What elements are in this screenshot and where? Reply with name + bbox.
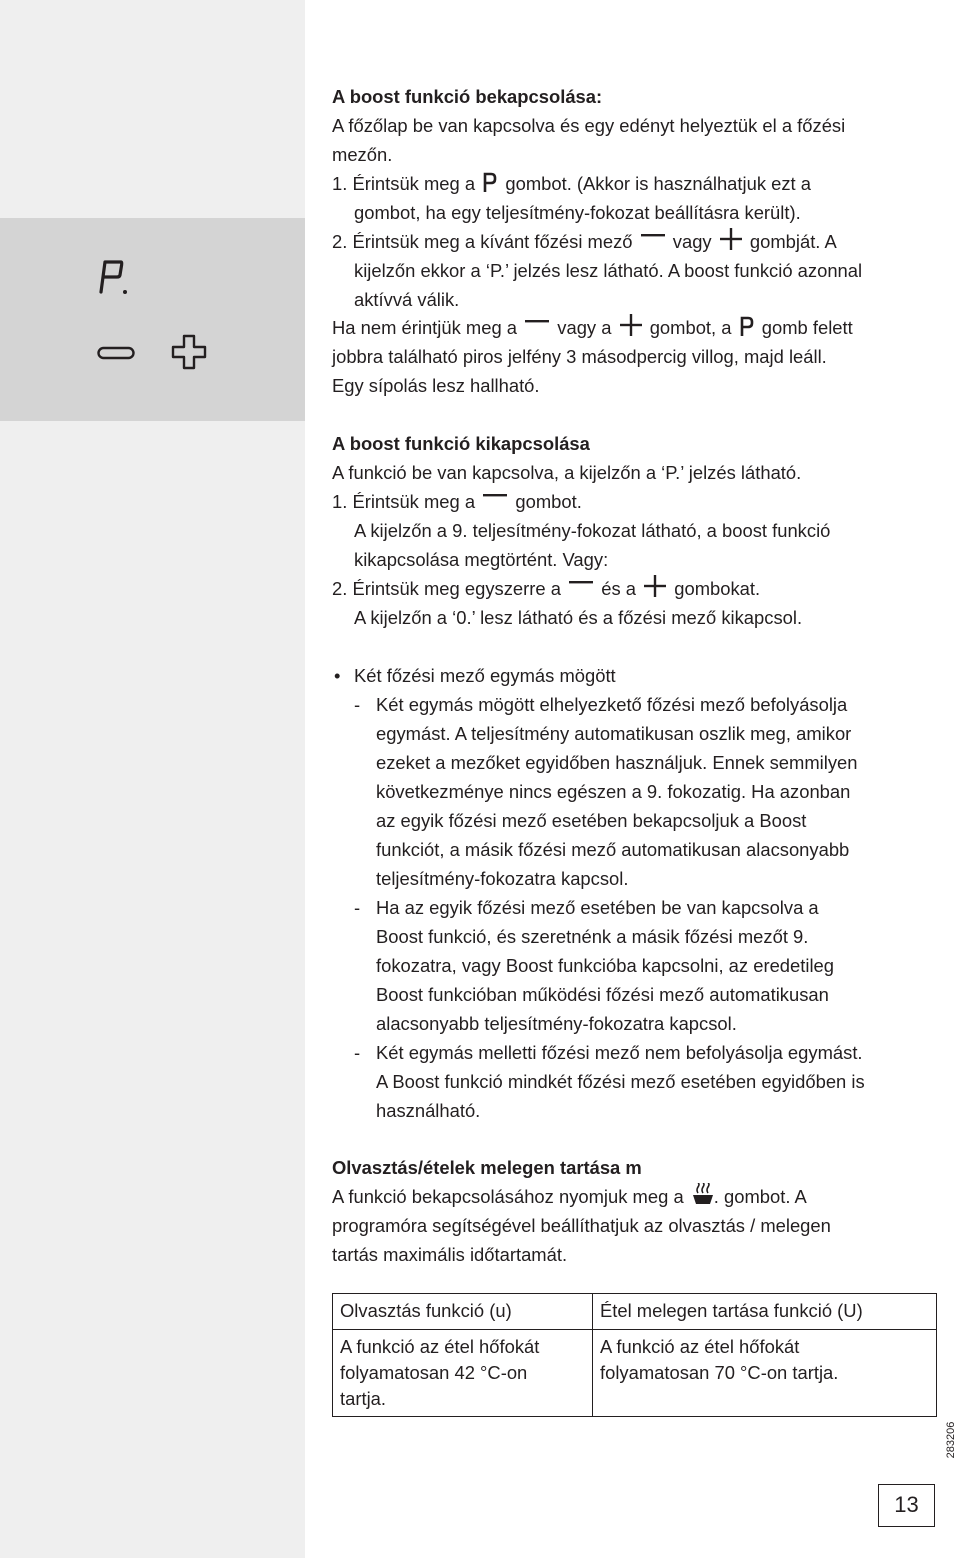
boost-on-line-part: vagy a bbox=[557, 317, 612, 338]
document-code-text: 283206 bbox=[945, 1421, 957, 1459]
boost-on-line-part: 1. Érintsük meg a bbox=[332, 173, 476, 194]
boost-off-line: kikapcsolása megtörtént. Vagy: bbox=[354, 549, 609, 570]
boost-off-line-part: és a bbox=[601, 578, 636, 599]
table-header-row bbox=[333, 1294, 937, 1330]
boost-on-note bbox=[332, 313, 853, 342]
plus-icon bbox=[644, 575, 666, 597]
boost-on-line: kijelzőn ekkor a ‘P.’ jelzés lesz látható. A boost funkció azonnal bbox=[354, 260, 863, 281]
minus-icon bbox=[483, 490, 507, 502]
minus-icon bbox=[569, 577, 593, 589]
boost-off-line-part: 2. Érintsük meg egyszerre a bbox=[332, 578, 561, 599]
table-cell-line: folyamatosan 42 °C-on bbox=[340, 1362, 528, 1383]
boost-off-line-part: 1. Érintsük meg a bbox=[332, 491, 476, 512]
defrost-line: programóra segítségével beállíthatjuk az olvasztás / melegen bbox=[332, 1215, 831, 1236]
defrost-title: Olvasztás/ételek melegen tartása m bbox=[332, 1157, 642, 1178]
table-cell bbox=[593, 1330, 937, 1417]
boost-off-line: A kijelzőn a ‘0.’ lesz látható és a főzési mező kikapcsol. bbox=[354, 607, 803, 628]
boost-on-line-part: vagy bbox=[672, 231, 712, 252]
panel-minus-icon bbox=[97, 346, 135, 360]
table-cell-line: A funkció az étel hőfokát bbox=[600, 1336, 800, 1357]
boost-display-p-icon bbox=[96, 256, 130, 298]
zones-item-1-line: ezeket a mezőket egyidőben használjuk. Ennek semmilyen bbox=[376, 752, 858, 773]
zones-item-1-line: Két egymás mögött elhelyezkető főzési mező befolyásolja bbox=[376, 694, 848, 715]
boost-on-line: Egy sípolás lesz hallható. bbox=[332, 375, 540, 396]
p-button-icon bbox=[740, 316, 754, 336]
table-cell-line: tartja. bbox=[340, 1388, 386, 1409]
plus-icon bbox=[720, 228, 742, 250]
boost-on-title: A boost funkció bekapcsolása: bbox=[332, 86, 603, 107]
boost-on-line-part: Ha nem érintjük meg a bbox=[332, 317, 518, 338]
boost-on-line: gombot, ha egy teljesítmény-fokozat beállításra került). bbox=[354, 202, 801, 223]
boost-on-line-part: gombját. A bbox=[749, 231, 837, 252]
list-dash: - bbox=[354, 694, 361, 715]
boost-off-step-2 bbox=[332, 574, 760, 603]
plus-icon bbox=[620, 314, 642, 336]
boost-off-line: A kijelzőn a 9. teljesítmény-fokozat látható, a boost funkció bbox=[354, 520, 831, 541]
function-table bbox=[332, 1293, 937, 1417]
boost-on-line-part: gombot. (Akkor is használhatjuk ezt a bbox=[505, 173, 811, 194]
zones-item-1-line: teljesítmény-fokozatra kapcsol. bbox=[376, 868, 629, 889]
boost-off-line-part: gombot. bbox=[515, 491, 582, 512]
boost-off-step-1 bbox=[332, 487, 582, 516]
minus-icon bbox=[641, 230, 665, 242]
boost-on-line-part: gombot, a bbox=[649, 317, 732, 338]
keep-warm-icon bbox=[692, 1183, 714, 1205]
boost-off-line-part: gombokat. bbox=[674, 578, 761, 599]
zones-item-3-line: Két egymás melletti főzési mező nem befolyásolja egymást. bbox=[376, 1042, 863, 1063]
minus-icon bbox=[525, 316, 549, 328]
zones-item-1-line: egymást. A teljesítmény automatikusan oszlik meg, amikor bbox=[376, 723, 852, 744]
boost-on-line-part: 2. Érintsük meg a kívánt főzési mező bbox=[332, 231, 633, 252]
list-dash: - bbox=[354, 1042, 361, 1063]
defrost-line-1 bbox=[332, 1182, 807, 1211]
defrost-line-part: . gombot. A bbox=[713, 1186, 807, 1207]
boost-on-line: A főzőlap be van kapcsolva és egy edényt helyeztük el a főzési bbox=[332, 115, 846, 136]
table-header-cell: Étel melegen tartása funkció (U) bbox=[593, 1294, 937, 1330]
boost-on-line-part: gomb felett bbox=[761, 317, 853, 338]
document-code bbox=[934, 1418, 960, 1462]
zones-title: Két főzési mező egymás mögött bbox=[354, 665, 616, 686]
zones-item-2-line: fokozatra, vagy Boost funkcióba kapcsolni, az eredetileg bbox=[376, 955, 834, 976]
boost-off-line: A funkció be van kapcsolva, a kijelzőn a ‘P.’ jelzés látható. bbox=[332, 462, 802, 483]
table-cell-line: folyamatosan 70 °C-on tartja. bbox=[600, 1362, 839, 1383]
boost-on-line: aktívvá válik. bbox=[354, 289, 460, 310]
boost-off-title: A boost funkció kikapcsolása bbox=[332, 433, 590, 454]
p-button-icon bbox=[483, 172, 497, 192]
boost-on-line: mezőn. bbox=[332, 144, 393, 165]
defrost-line: tartás maximális időtartamát. bbox=[332, 1244, 568, 1265]
table-header-cell: Olvasztás funkció (u) bbox=[333, 1294, 593, 1330]
zones-item-3-line: A Boost funkció mindkét főzési mező esetében egyidőben is bbox=[376, 1071, 865, 1092]
bullet: • bbox=[334, 665, 341, 686]
boost-on-step-1 bbox=[332, 169, 811, 198]
control-panel-illustration bbox=[0, 218, 305, 421]
zones-item-2-line: Boost funkció, és szeretnénk a másik főzési mezőt 9. bbox=[376, 926, 809, 947]
boost-on-line: jobbra található piros jelfény 3 másodpercig villog, majd leáll. bbox=[332, 346, 827, 367]
panel-plus-icon bbox=[170, 333, 208, 371]
table-cell bbox=[333, 1330, 593, 1417]
boost-on-step-2 bbox=[332, 227, 837, 256]
page-number: 13 bbox=[878, 1484, 935, 1527]
zones-item-3-line: használható. bbox=[376, 1100, 481, 1121]
zones-item-2-line: alacsonyabb teljesítmény-fokozatra kapcsol. bbox=[376, 1013, 737, 1034]
zones-item-1-line: funkciót, a másik főzési mező automatikusan alacsonyabb bbox=[376, 839, 850, 860]
zones-item-2-line: Ha az egyik főzési mező esetében be van kapcsolva a bbox=[376, 897, 819, 918]
list-dash: - bbox=[354, 897, 361, 918]
table-row bbox=[333, 1330, 937, 1417]
table-cell-line: A funkció az étel hőfokát bbox=[340, 1336, 540, 1357]
zones-item-1-line: az egyik főzési mező esetében bekapcsoljuk a Boost bbox=[376, 810, 807, 831]
zones-item-1-line: következménye nincs egészen a 9. fokozatig. Ha azonban bbox=[376, 781, 851, 802]
defrost-line-part: A funkció bekapcsolásához nyomjuk meg a bbox=[332, 1186, 684, 1207]
zones-item-2-line: Boost funkcióban működési főzési mező automatikusan bbox=[376, 984, 829, 1005]
